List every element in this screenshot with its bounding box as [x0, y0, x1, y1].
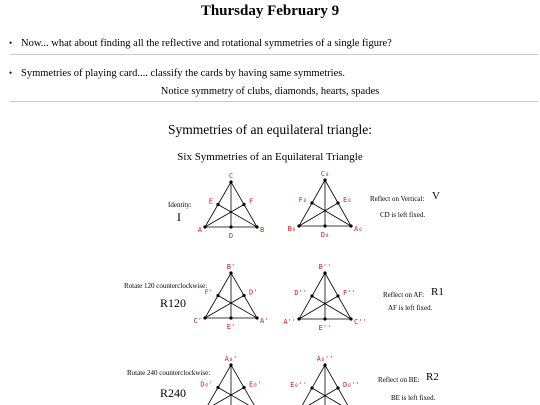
- vertex-label: A: [197, 226, 202, 234]
- section-heading: Symmetries of an equilateral triangle:: [168, 122, 372, 137]
- vertex-label: C': [193, 317, 202, 325]
- symmetry-name: R120: [160, 296, 187, 310]
- vertex-dot: [229, 225, 232, 228]
- midpoint-label: F: [249, 197, 254, 206]
- vertex-dot: [323, 271, 326, 274]
- fixed-note: AF is left fixed.: [388, 304, 433, 312]
- vertex-dot: [349, 224, 352, 227]
- median-line: [218, 388, 257, 405]
- vertex-dot: [255, 225, 258, 228]
- midpoint-label: D'': [294, 289, 307, 297]
- bullet-text: Now... what about finding all the reflective and rotational symmetries of a single figure?: [21, 38, 392, 49]
- vertex-dot: [297, 224, 300, 227]
- symmetry-caption: Reflect on BE:: [378, 376, 420, 384]
- vertex-dot: [229, 316, 232, 319]
- vertex-dot: [203, 225, 206, 228]
- vertex-dot: [310, 201, 313, 204]
- vertex-dot: [310, 386, 313, 389]
- bullet-text: Symmetries of playing card.... classify the cards by having same symmetries.: [21, 68, 345, 79]
- symmetry-name: R1: [431, 286, 444, 298]
- vertex-dot: [336, 294, 339, 297]
- suit-note: Notice symmetry of clubs, diamonds, hearts, spades: [160, 86, 380, 97]
- symmetry-caption: Rotate 240 counterclockwise:: [127, 369, 211, 377]
- vertex-dot: [310, 294, 313, 297]
- symmetry-caption: Identity:: [168, 201, 192, 209]
- midpoint-label: E₀: [343, 196, 352, 204]
- midpoint-label: D': [249, 288, 258, 297]
- vertex-label: B₀: [287, 225, 296, 233]
- vertex-label: B'': [318, 263, 332, 271]
- midpoint-label: D: [228, 232, 234, 240]
- vertex-dot: [255, 316, 258, 319]
- vertex-dot: [216, 294, 219, 297]
- vertex-label: A₀: [354, 225, 363, 233]
- midpoint-label: F'': [343, 289, 356, 297]
- vertex-dot: [242, 203, 245, 206]
- bullet-icon: •: [9, 68, 13, 78]
- vertex-label: C: [228, 172, 234, 180]
- vertex-dot: [229, 363, 232, 366]
- vertex-label: A': [260, 317, 269, 325]
- vertex-dot: [216, 386, 219, 389]
- midpoint-label: E₀': [249, 380, 262, 389]
- fixed-note: CD is left fixed.: [380, 211, 426, 219]
- vertex-dot: [323, 363, 326, 366]
- fixed-note: BE is left fixed.: [391, 394, 436, 402]
- vertex-dot: [229, 180, 232, 183]
- median-line: [299, 388, 338, 405]
- symmetry-name: R240: [160, 386, 187, 400]
- median-line: [205, 388, 244, 405]
- vertex-label: B': [226, 263, 236, 271]
- vertex-dot: [216, 203, 219, 206]
- vertex-label: B: [260, 226, 265, 234]
- midpoint-label: D₀'': [343, 381, 360, 389]
- vertex-dot: [349, 317, 352, 320]
- vertex-dot: [323, 178, 326, 181]
- vertex-dot: [323, 317, 326, 320]
- vertex-dot: [242, 386, 245, 389]
- vertex-dot: [336, 201, 339, 204]
- midpoint-label: F₀: [298, 196, 307, 204]
- midpoint-label: E'': [318, 324, 332, 332]
- vertex-dot: [323, 224, 326, 227]
- figure-title: Six Symmetries of an Equilateral Triangle: [177, 151, 363, 163]
- vertex-label: C₀: [320, 170, 330, 178]
- midpoint-label: D₀: [320, 231, 330, 239]
- symmetry-caption: Rotate 120 counterclockwise:: [124, 282, 208, 290]
- page-title: Thursday February 9: [200, 3, 340, 19]
- bullet-icon: •: [9, 38, 13, 48]
- symmetry-name: V: [432, 190, 440, 202]
- median-line: [312, 388, 351, 405]
- vertex-dot: [242, 294, 245, 297]
- vertex-label: A₀': [224, 355, 238, 363]
- midpoint-label: E': [226, 323, 236, 331]
- symmetry-caption: Reflect on AF:: [383, 291, 425, 299]
- symmetry-name: R2: [426, 371, 439, 383]
- midpoint-label: E₀'': [290, 381, 307, 389]
- midpoint-label: D₀': [200, 380, 213, 389]
- vertex-dot: [297, 317, 300, 320]
- symmetry-name: I: [177, 210, 181, 224]
- vertex-label: C'': [354, 318, 367, 326]
- symmetry-caption: Reflect on Vertical:: [370, 195, 425, 203]
- vertex-dot: [229, 271, 232, 274]
- midpoint-label: E: [208, 197, 213, 206]
- vertex-dot: [203, 316, 206, 319]
- vertex-dot: [336, 386, 339, 389]
- midpoint-label: F': [204, 288, 213, 297]
- vertex-label: A'': [283, 318, 296, 326]
- vertex-label: A₀'': [316, 355, 334, 363]
